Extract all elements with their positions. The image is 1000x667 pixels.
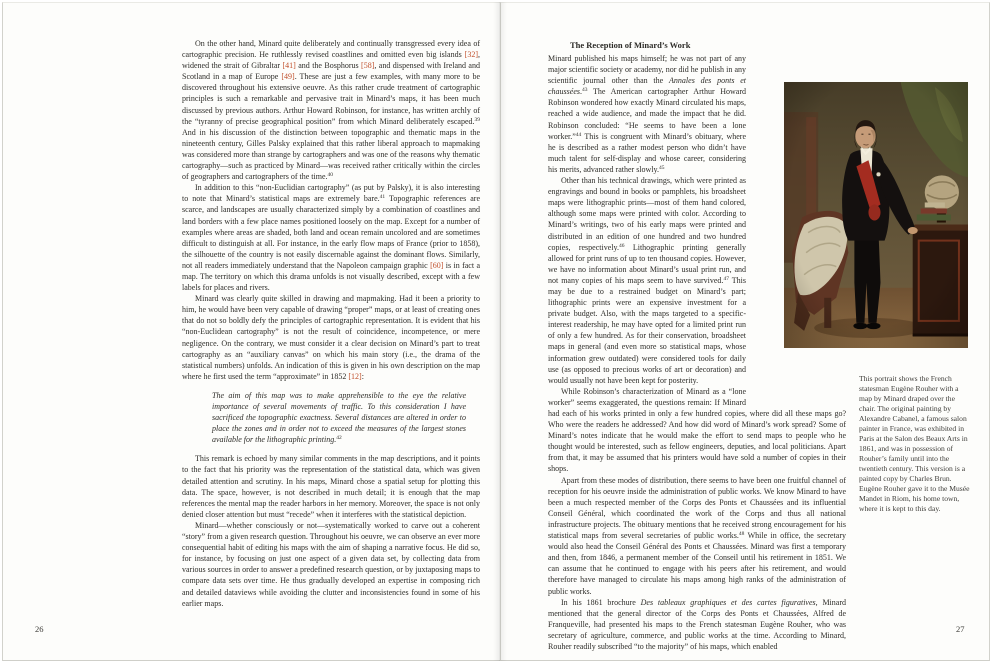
page-number-left: 26	[35, 624, 44, 634]
figure-reference: [41]	[282, 61, 296, 71]
footnote-reference: 48	[738, 531, 745, 538]
figure-reference: [49]	[281, 72, 295, 82]
body-paragraph: While Robinson’s characterization of Minard as a “lone worker” seems exaggerated, the questions remain: If Minard had each of his works printed in only a few hundred copies, where did all these maps go? Who were the readers he addressed? And how did word of Minard’s work spread? Some of Minard’s notes indicate that he would make the effort to send maps to people who he thought would be interested, such as fellow engineers, deputies, and local politicians. Apart from that, it may be assumed that his printers would have sold a number of copies in their shops.	[548, 386, 846, 474]
portrait-vignette	[784, 82, 968, 348]
portrait-painting	[784, 82, 968, 348]
footnote-reference: 39	[474, 116, 480, 123]
body-paragraph: In his 1861 brochure Des tableaux graphiques et des cartes figuratives, Minard mentioned that the general director of the Corps des Ponts et Chaussées, Alfred de Franqueville, had presented his maps to the French statesman Eugène Rouher, who was secretary of agriculture, commerce, and public works at the time. According to Minard, Rouher readily subscribed “to the majority” of his maps, which enabled	[548, 597, 846, 651]
footnote-reference: 44	[575, 131, 582, 138]
left-text-column	[182, 38, 480, 609]
figure-reference: [58]	[361, 61, 375, 71]
footnote-reference: 43	[582, 87, 588, 94]
footnote-reference: 40	[327, 172, 333, 179]
page-number-right: 27	[956, 624, 965, 634]
body-paragraph: Minard published his maps himself; he was not part of any major scientific society or academy, nor did he publish in any scientific journal other than the Annales des ponts et chaussées.$^{43}$ The American cartographer Arthur Howard Robinson wondered how exactly Minard circulated his maps, reached a wide audience, and made the impact that he did. Robinson concluded: “He seems to have been a lone worker.”$^{44}$ This is congruent with Minard’s obituary, where he is described as a rather modest person who didn’t have much talent for self-display and whose career, considering his merits, advanced rather slowly.$^{45}$	[548, 54, 747, 174]
section-heading: The Reception of Minard’s Work	[570, 40, 691, 50]
body-paragraph: Apart from these modes of distribution, there seems to have been one fruitful channel of reception for his oeuvre inside the administration of public works. We know Minard to have been a much respected member of the Corps des Ponts et Chaussées and its influential Conseil Général, which coordinated the work of the Corps and thus all national infrastructure projects. The obituary mentions that he received strong encouragement for his statistical maps from several secretaries of public works.$^{48}$ While in office, the secretary would also head the Conseil Général des Ponts et Chaussées. Minard was first a temporary and then, from 1846, a permanent member of the Conseil until his retirement in 1851. We can assume that he continued to engage with his peers after his retirement, and would therefore have managed to circulate his maps among high ranks of the administration of public works.	[548, 475, 846, 596]
block-quote	[212, 390, 466, 445]
footnote-reference: 46	[618, 242, 625, 249]
footnote-reference: 45	[659, 164, 665, 171]
body-paragraph: This remark is echoed by many similar comments in the map descriptions, and it points to the fact that his priority was the representation of the statistical data, which was given detailed attention and scrutiny. In his maps, Minard chose a spatial setup for plotting this data. The space, however, is not described in much detail; it is enough that the map references the mental map the reader harbors in her memory. Moreover, the space is not only denied closer attention but must “recede” when it interferes with the statistical depiction.	[182, 454, 480, 519]
italic-title: Annales des ponts et chaussées	[548, 76, 747, 97]
body-paragraph: Minard was clearly quite skilled in drawing and mapmaking. Had it been a priority to him, he would have been very capable of drawing “proper” maps, or at least of creating ones that do not so boldly defy the principles of cartographic representation. It is evident that his “non-Euclidean cartography” is not the result of coincidence, incompetence, or mere negligence. On the contrary, we must consider it a clear decision on Minard’s part to treat cartography as an “auxiliary canvas” on which his main story (i.e., the drama of the statistical numbers) unfolds. An indication of this is given in his own description on the map where he first used the term “approximate” in 1852 [12]:	[182, 294, 480, 381]
figure-reference: [12]	[348, 371, 362, 381]
figure-reference: [60]	[430, 260, 444, 270]
figure-reference: [32]	[464, 50, 478, 60]
page-right	[500, 2, 990, 661]
body-paragraph: In addition to this “non-Euclidian cartography” (as put by Palsky), it is also interesting to note that Minard’s statistical maps are extremely bare.$^{41}$ Topographic references are scarce, and landscapes are usually characterized simply by a combination of coastlines and land borders with a few place names positioned loosely on the map. Except for a number of examples where areas are shaded, both land and ocean remain uncolored and are sometimes difficult to distinguish at all. For instance, in the early flow maps of France (prior to 1858), the silhouette of the country is not easily discernable against the dominant flows. Similarly, not all readers immediately understand that the Napoleon campaign graphic [60] is in fact a map. The territory on which this drama unfolds is not visually described, except with a few labels for places and rivers.	[182, 183, 481, 293]
page-left	[2, 2, 500, 661]
portrait-caption: This portrait shows the French statesman Eugène Rouher with a map by Minard draped over the chair. The original painting by Alexandre Cabanel, a famous salon painter in France, was exhibited in Paris at the Salon des Beaux Arts in 1861, and was in possession of Rouher’s family until into the twentieth century. This version is a painted copy by Charles Brun. Eugène Rouher gave it to the Musée Mandet in Riom, his home town, where it is kept to this day.	[859, 374, 970, 513]
body-paragraph: Other than his technical drawings, which were printed as engravings and bound in books or pamphlets, his broadsheet maps were lithographic prints—most of them hand colored, although some maps were printed with color. According to Minard’s writings, two of his early maps were printed and distributed in an edition of one hundred and two hundred copies, respectively.$^{46}$ Lithographic printing generally allowed for print runs of up to ten thousand copies. However, we have no information about Minard’s usual print run, and not many copies of his maps seem to have survived.$^{47}$ This may be due to a restrained budget on Minard’s part; lithographic prints were an expensive investment for a private budget. Also, with the maps targeted to a specific-interest readership, he may have opted for a limited print run of only a few hundred. As for their conservation, broadsheet maps in general (and even more so statistical maps, whose information grew outdated) were considered tools for daily use (as opposed to precious works of art or decoration) and would usually not have been kept for posterity.	[548, 176, 746, 385]
footnote-reference: 47	[723, 275, 729, 282]
portrait-image	[784, 82, 968, 348]
body-paragraph: On the other hand, Minard quite deliberately and continually transgressed every idea of cartographic precision. He ruthlessly revised coastlines and omitted even big islands [32], widened the strait of Gibraltar [41] and the Bosphorus [58], and dispensed with Ireland and Scotland in a map of Europe [49]. These are just a few examples, with many more to be discovered throughout his extensive oeuvre. As this rather crude treatment of cartographic principles is such a remarkable and pervasive trait in Minard’s maps, it has been much discussed by previous authors. Arthur Howard Robinson, for instance, has written archly of the “tyranny of precise geographical position” from which Minard deliberately escaped.$^{39}$ And in his discussion of the distinction between topographic and thematic maps in the nineteenth century, Gilles Palsky explained that this rather liberal approach to mapmaking was considered more than strange by cartographers and was one of the reasons why thematic cartography—such as practiced by Minard—was received rather critically within the circles of geographers and cartographers of the time.$^{40}$	[182, 39, 481, 182]
italic-title: Des tableaux graphiques et des cartes figuratives	[640, 597, 816, 607]
footnote-reference: 42	[336, 435, 342, 442]
italic-title: The aim of this map was to make apprehensible to the eye the relative importance of several movements of traffic. To this consideration I have sacrificed the topographic exactness. Several distances are altered in order to place the zones and in order not to exceed the measures of the largest stones available for the lithographic printing.	[212, 390, 466, 445]
body-paragraph: Minard—whether consciously or not—systematically worked to carve out a coherent “story” from a given research question. Throughout his oeuvre, we can observe an ever more consequential habit of editing his maps with the aim of shaping a narrative focus. He did so, for instance, by focusing on just one aspect of a given data set, by collecting data from various sources in order to answer a predefined research question, or by juxtaposing maps to compare data sets over time. He thus gradually developed an expertise in composing rich and detailed dataviews while avoiding the clutter and inconsistencies found in some of his earlier maps.	[182, 520, 480, 608]
footnote-reference: 41	[379, 194, 386, 201]
